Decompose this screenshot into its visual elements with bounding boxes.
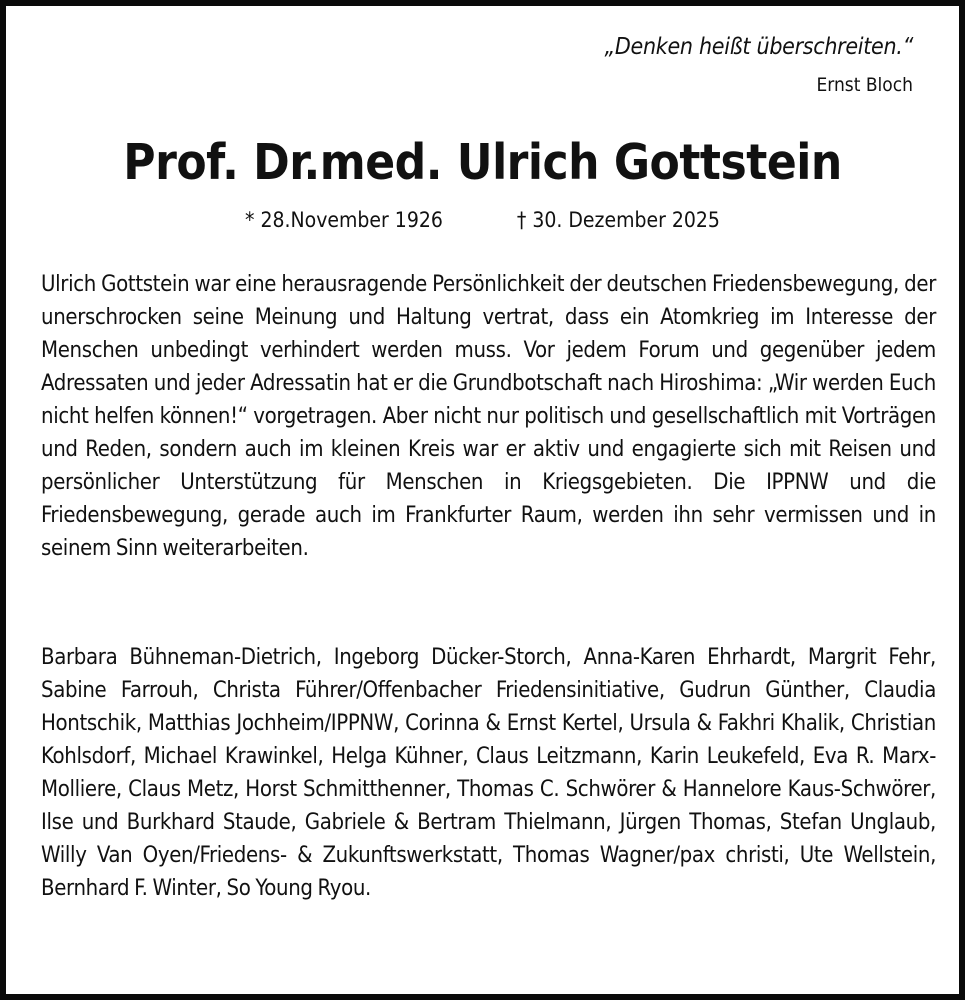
deceased-name: Prof. Dr.med. Ulrich Gottstein bbox=[123, 134, 842, 191]
signatories-list: Barbara Bühneman-Dietrich, Ingeborg Dücker-Storch, Anna-Karen Ehrhardt, Margrit Fehr, Sabine Farrouh, Christa Führer/Offenbacher Friedensinitiative, Gudrun Günther, Claudia Hontschik, Matthias Jochheim/IPPNW, Corinna & Ernst Kertel, Ursula & Fakhri Khalik, Christian Kohlsdorf, Michael Krawinkel, Helga Kühner, Claus Leitzmann, Karin Leukefeld, Eva R. Marx-Molliere, Claus Metz, Horst Schmitthenner, Thomas C. Schwörer & Hannelore Kaus-Schwörer, Ilse und Burkhard Staude, Gabriele & Bertram Thielmann, Jürgen Thomas, Stefan Unglaub, Willy Van Oyen/Friedens- & Zukunftswerkstatt, Thomas Wagner/pax christi, Ute Wellstein, Bernhard F. Winter, So Young Ryou. bbox=[41, 645, 936, 901]
epigraph-quote: „Denken heißt überschreiten.“ bbox=[604, 34, 913, 60]
death-date: † 30. Dezember 2025 bbox=[516, 208, 720, 232]
birth-date: * 28.November 1926 bbox=[245, 208, 443, 232]
tribute-paragraph: Ulrich Gottstein war eine herausragende Persönlichkeit der deutschen Friedensbewegung, der unerschrocken seine Meinung und Haltung vertrat, dass ein Atomkrieg im Interesse der Menschen unbedingt verhindert werden muss. Vor jedem Forum und gegenüber jedem Adressaten und jeder Adressatin hat er die Grundbotschaft nach Hiroshima: „Wir werden Euch nicht helfen können!“ vorgetragen. Aber nicht nur politisch und gesellschaftlich mit Vorträgen und Reden, sondern auch im kleinen Kreis war er aktiv und engagierte sich mit Reisen und persönlicher Unterstützung für Menschen in Kriegsgebieten. Die IPPNW und die Friedensbewegung, gerade auch im Frankfurter Raum, werden ihn sehr vermissen und in seinem Sinn weiterarbeiten. bbox=[41, 272, 936, 561]
life-dates bbox=[6, 208, 959, 232]
epigraph-author: Ernst Bloch bbox=[816, 74, 913, 96]
